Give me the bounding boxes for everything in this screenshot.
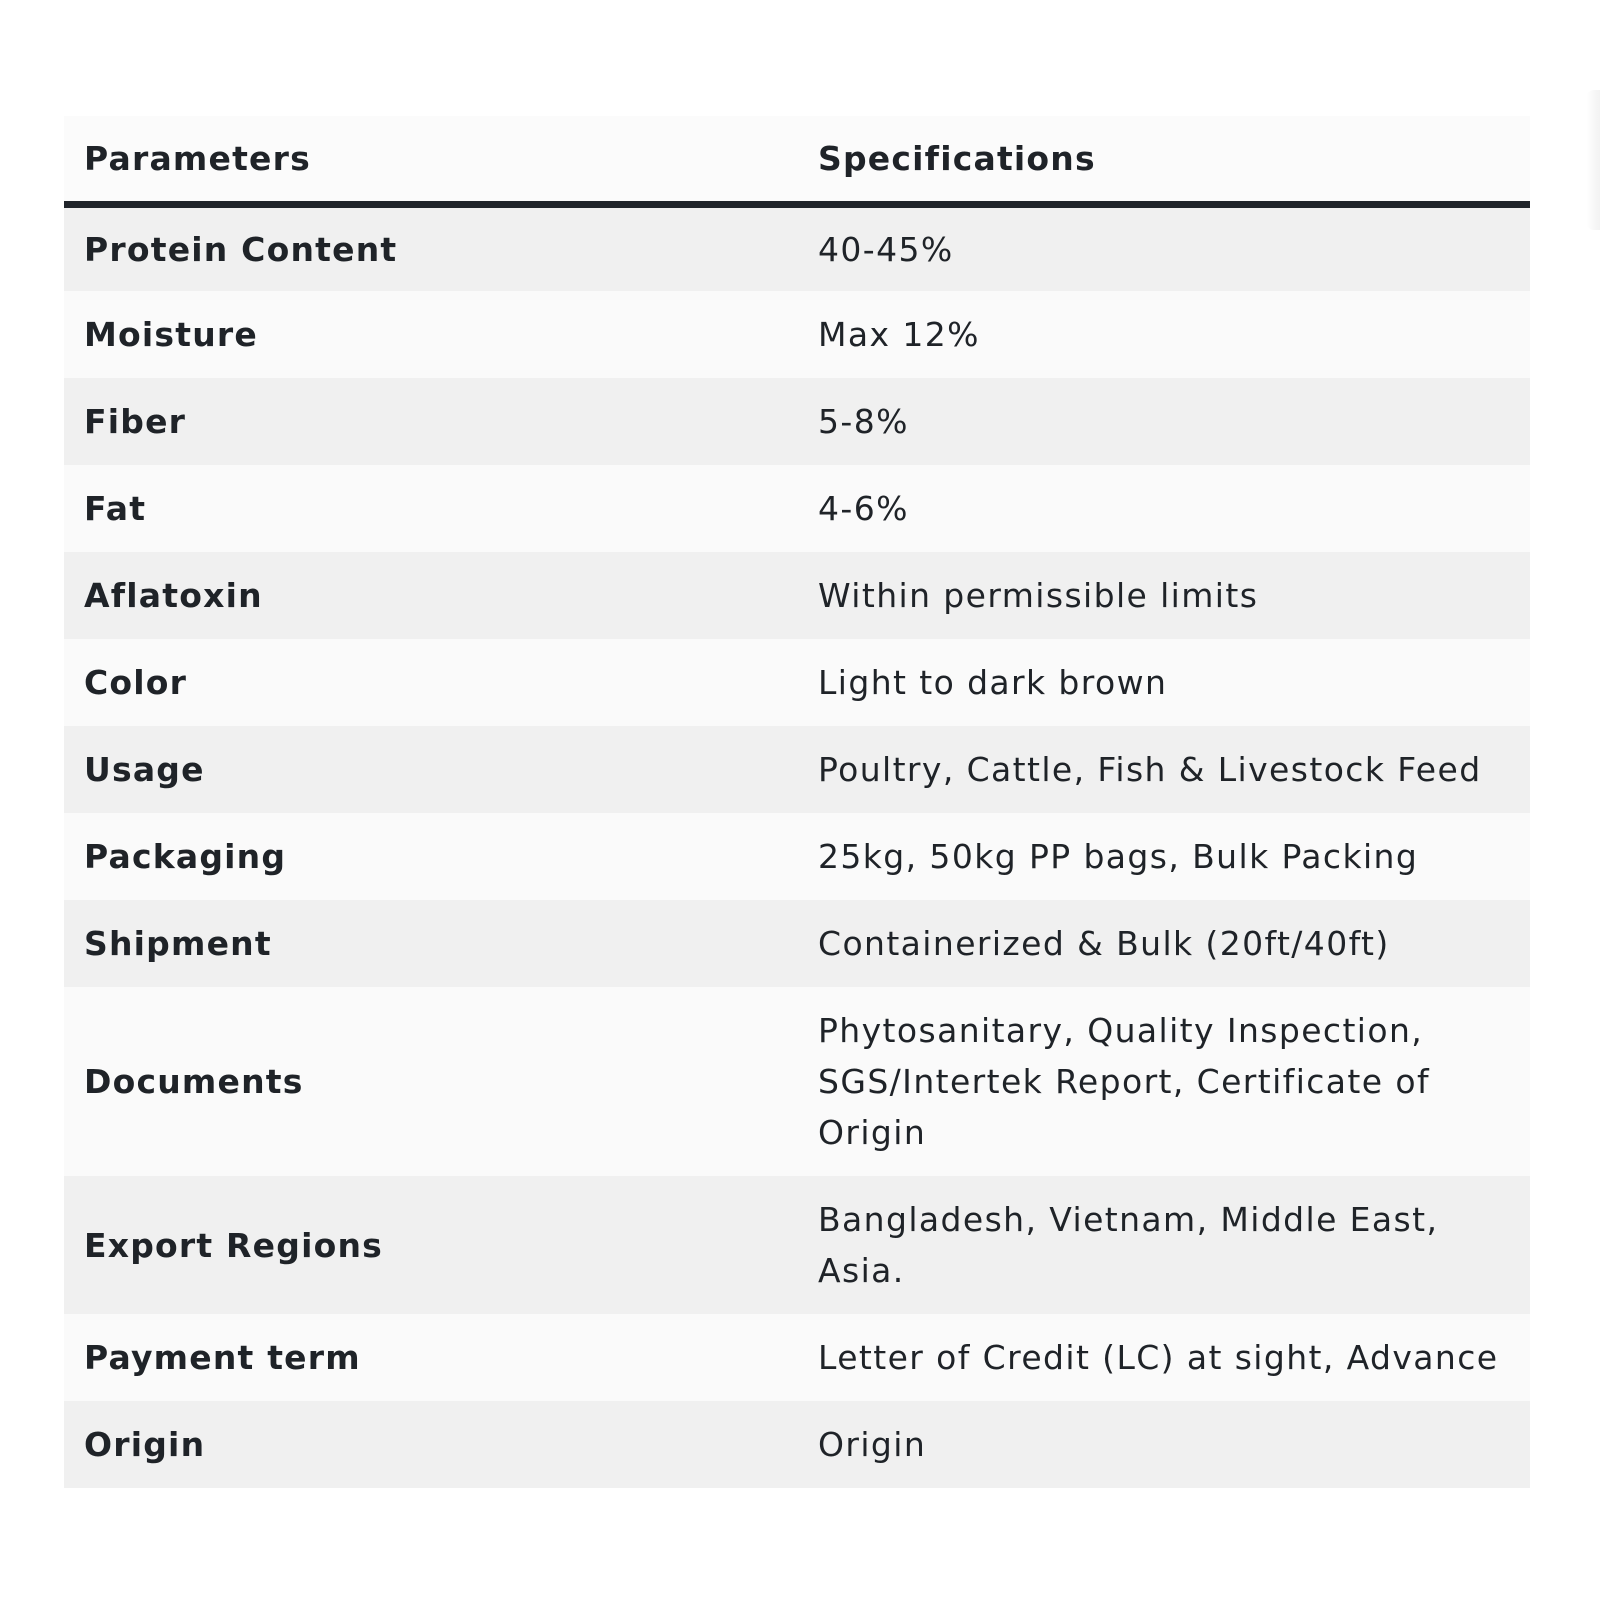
specification-cell: Origin	[818, 1425, 927, 1464]
table-row	[64, 639, 1530, 726]
parameter-cell: Protein Content	[84, 229, 398, 269]
parameter-cell: Export Regions	[84, 1225, 383, 1265]
parameter-cell: Moisture	[84, 315, 258, 354]
header-parameters: Parameters	[64, 116, 798, 204]
parameter-cell: Color	[84, 663, 188, 702]
table-row	[64, 465, 1530, 552]
specification-cell: Poultry, Cattle, Fish & Livestock Feed	[818, 750, 1482, 789]
table-row	[64, 291, 1530, 378]
table-row	[64, 552, 1530, 639]
header-specifications: Specifications	[798, 116, 1530, 204]
parameter-cell: Fat	[84, 489, 147, 528]
parameter-cell: Aflatoxin	[84, 576, 263, 615]
specification-cell: 5-8%	[818, 402, 909, 441]
parameter-cell: Fiber	[84, 402, 187, 441]
parameter-cell: Origin	[84, 1425, 206, 1464]
table-row	[64, 900, 1530, 987]
specification-cell: Max 12%	[818, 315, 980, 354]
table-row	[64, 813, 1530, 900]
specification-cell: Light to dark brown	[818, 663, 1168, 702]
table-row	[64, 987, 1530, 1176]
table-row	[64, 204, 1530, 291]
table-row	[64, 726, 1530, 813]
specifications-table	[64, 116, 1530, 1488]
scroll-edge-shadow	[1586, 90, 1600, 230]
parameter-cell: Shipment	[84, 924, 272, 963]
parameter-cell: Usage	[84, 750, 205, 789]
specification-cell: Letter of Credit (LC) at sight, Advance	[818, 1338, 1499, 1377]
parameter-cell: Packaging	[84, 837, 287, 876]
parameter-cell: Documents	[84, 1062, 304, 1101]
specification-cell: Bangladesh, Vietnam, Middle East, Asia.	[818, 1200, 1439, 1290]
table-body	[64, 204, 1530, 1488]
table-row	[64, 1401, 1530, 1488]
header-row	[64, 116, 1530, 204]
specification-cell: 40-45%	[818, 229, 954, 269]
table-row	[64, 1314, 1530, 1401]
parameter-cell: Payment term	[84, 1338, 361, 1377]
specification-cell: Containerized & Bulk (20ft/40ft)	[818, 924, 1390, 963]
specification-cell: 4-6%	[818, 489, 909, 528]
table-row	[64, 1176, 1530, 1314]
table-header	[64, 116, 1530, 204]
specification-cell: Within permissible limits	[818, 576, 1259, 615]
table-row	[64, 378, 1530, 465]
specification-cell: Phytosanitary, Quality Inspection, SGS/Intertek Report, Certificate of Origin	[818, 1011, 1430, 1152]
specification-cell: 25kg, 50kg PP bags, Bulk Packing	[818, 837, 1419, 876]
